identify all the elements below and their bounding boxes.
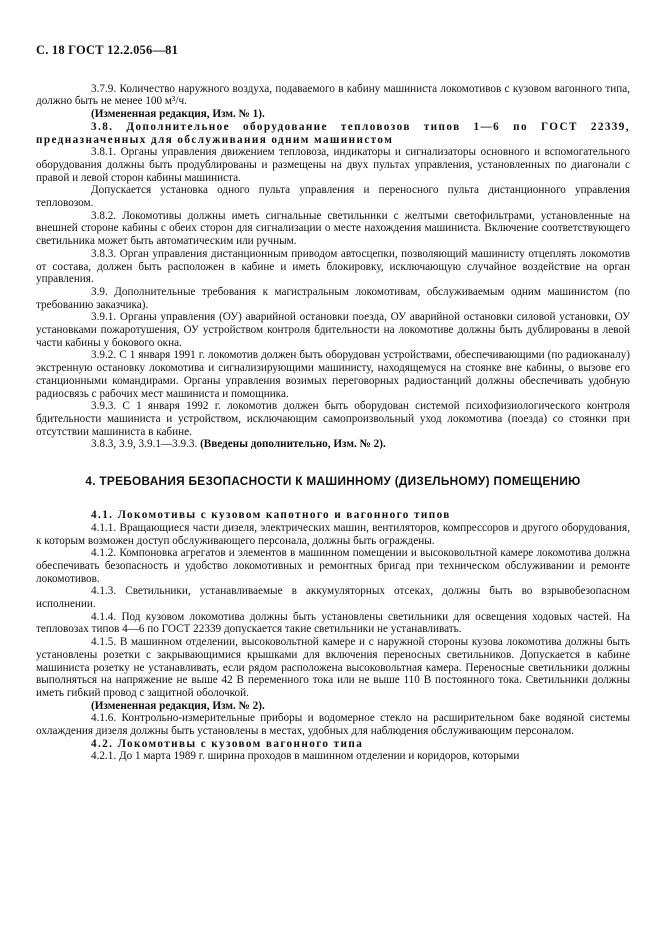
subsection-3-8-title: 3.8. Дополнительное оборудование тепловозов типов 1—6 по ГОСТ 22339, предназначенных для обслуживания одним машинистом: [36, 120, 630, 146]
page-header: С. 18 ГОСТ 12.2.056—81: [36, 43, 179, 57]
amendment-note-2a-text: (Введены дополнительно, Изм. № 2).: [200, 438, 386, 451]
paragraph-3-7-9: 3.7.9. Количество наружного воздуха, подаваемого в кабину машиниста локомотивов с кузовом вагонного типа, должно быть не менее 100 м³/ч.: [36, 82, 630, 108]
section-4-heading: 4. ТРЕБОВАНИЯ БЕЗОПАСНОСТИ К МАШИННОМУ (ДИЗЕЛЬНОМУ) ПОМЕЩЕНИЮ: [85, 474, 581, 489]
amendment-note-1: (Измененная редакция, Изм. № 1).: [91, 108, 265, 121]
paragraph-3-8-1: 3.8.1. Органы управления движением тепловоза, индикаторы и сигнализаторы основного и вспомогательного оборудования должны быть продублированы и размещены на двух пультах управления, установленных по диагонали с правой и левой сторон кабины машиниста.: [36, 146, 630, 184]
subsection-4-2-title: 4.2. Локомотивы с кузовом вагонного типа: [91, 737, 364, 750]
paragraph-4-1-2: 4.1.2. Компоновка агрегатов и элементов в машинном помещении и высоковольтной камере локомотива должна обеспечивать безопасность и удобство локомотивных и ремонтных бригад при техническом обслуживании и ремонте локомотивов.: [36, 547, 630, 585]
amendment-note-2a: [36, 438, 630, 451]
paragraph-3-8-3: 3.8.3. Орган управления дистанционным приводом автосцепки, позволяющий машинисту отцеплять локомотив от состава, должен быть расположен в кабине и иметь блокировку, исключающую случайное воздействие на орган управления.: [36, 247, 630, 286]
paragraph-4-1-3: 4.1.3. Светильники, устанавливаемые в аккумуляторных отсеках, должны быть во взрывобезопасном исполнении.: [36, 585, 630, 611]
paragraph-4-1-1: 4.1.1. Вращающиеся части дизеля, электрических машин, вентиляторов, компрессоров и другого оборудования, к которым возможен доступ обслуживающего персонала, должны быть ограждены.: [36, 521, 630, 547]
subsection-4-1-title: 4.1. Локомотивы с кузовом капотного и вагонного типов: [91, 509, 451, 522]
paragraph-4-1-5: 4.1.5. В машинном отделении, высоковольтной камере и с наружной стороны кузова локомотива должны быть установлены розетки с закрывающимися крышками для включения переносных светильников. Допускается в кабине машиниста розетку не устанавливать, если рядом расположена высоковольтная камера. Переносные светильники должны выполняться на напряжение не выше 42 В переменного тока или не выше 110 В постоянного тока. Светильники должны иметь гибкий провод с защитной оболочкой.: [36, 636, 630, 699]
paragraph-4-2-1: 4.2.1. До 1 марта 1989 г. ширина проходов в машинном отделении и коридоров, которыми: [91, 750, 520, 763]
paragraph-4-1-6: 4.1.6. Контрольно-измерительные приборы и водомерное стекло на расширительном баке водяной системы охлаждения дизеля должны быть установлены в местах, удобных для наблюдения обслуживающим персоналом.: [36, 712, 630, 738]
paragraph-3-8-2: 3.8.2. Локомотивы должны иметь сигнальные светильники с желтыми светофильтрами, установленные на внешней стороне кабины с обеих сторон для сигнализации о месте нахождения машиниста. Включение соответствующего светильника может быть автоматическим или ручным.: [36, 209, 630, 248]
document-page: [36, 44, 630, 763]
paragraph-3-9-2: 3.9.2. С 1 января 1991 г. локомотив должен быть оборудован устройствами, обеспечивающими (по радиоканалу) экстренную остановку локомотива и сигнализирующими машинисту, находящемуся на стоянке вне кабины, о вызове его станционными командирами. Органы управления возимых переговорных радиостанций должны обеспечивать удобную радиосвязь с рабочих мест машиниста и помощника.: [36, 349, 630, 400]
paragraph-4-1-4: 4.1.4. Под кузовом локомотива должны быть установлены светильники для освещения ходовых частей. На тепловозах типов 4—6 по ГОСТ 22339 допускается такие светильники не устанавливать.: [36, 610, 630, 636]
amendment-note-2b: (Измененная редакция, Изм. № 2).: [91, 699, 265, 712]
paragraph-3-8-1-note: Допускается установка одного пульта управления и переносного пульта дистанционного управления тепловозом.: [36, 184, 630, 210]
paragraph-3-9: 3.9. Дополнительные требования к магистральным локомотивам, обслуживаемым одним машинистом (по требованию заказчика).: [36, 285, 630, 311]
amendment-note-2a-refs: 3.8.3, 3.9, 3.9.1—3.9.3.: [91, 438, 198, 451]
paragraph-3-9-1: 3.9.1. Органы управления (ОУ) аварийной остановки поезда, ОУ аварийной остановки силовой установки, ОУ установками пожаротушения, ОУ устройством контроля бдительности на локомотиве должны быть дублированы в левой части кабины у бокового окна.: [36, 311, 630, 349]
paragraph-3-9-3: 3.9.3. С 1 января 1992 г. локомотив должен быть оборудован системой психофизиологического контроля бдительности машиниста и устройством, исключающим самопроизвольный уход локомотива (поезда) со стоянки при отсутствии машиниста в кабине.: [36, 400, 630, 438]
